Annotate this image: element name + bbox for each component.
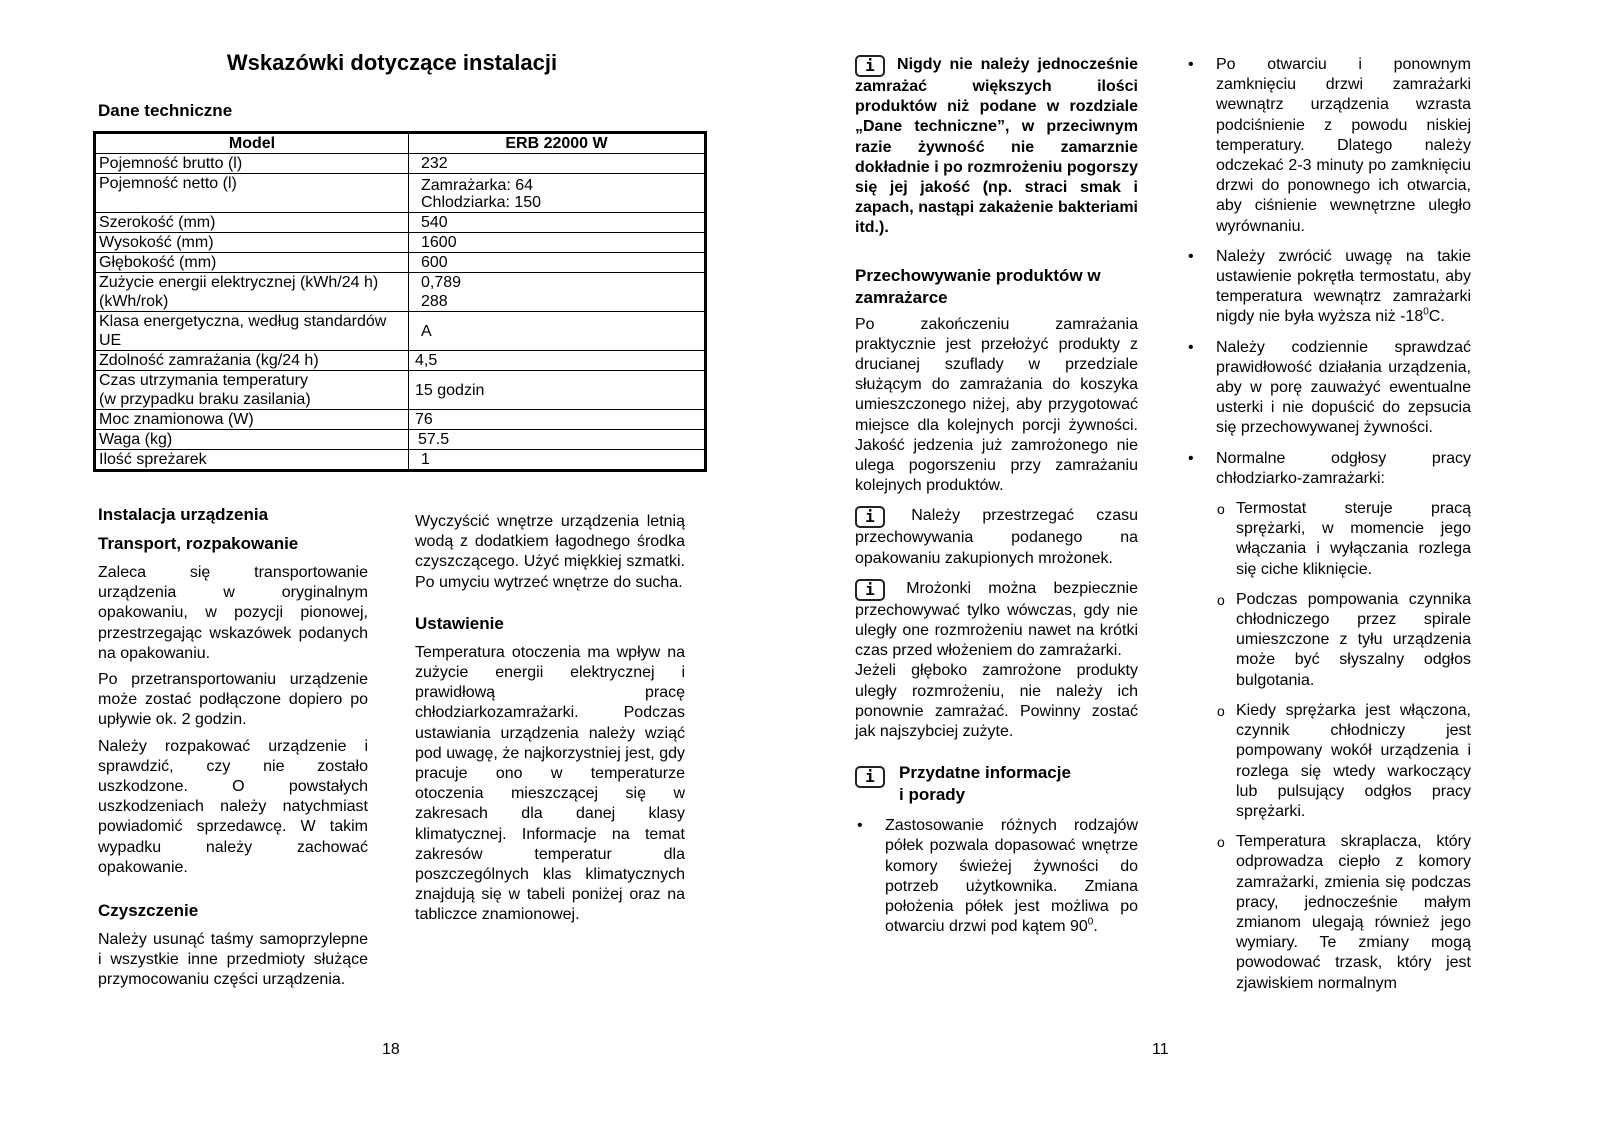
table-row <box>95 371 706 410</box>
info-icon: i <box>855 55 885 77</box>
row-label: Wysokość (mm) <box>95 233 409 253</box>
placement-paragraph: Temperatura otoczenia ma wpływ na zużycie energii elektrycznej i prawidłową pracę chłodziarkozamrażarki. Podczas ustawiania urządzenia należy wziąć pod uwagę, że najkorzystniej jest, gdy pracuje ono w temperaturze otoczenia mieszczącej się w zakresach dla danej klasy klimatycznej. Informacje na temat zakresów temperatur dla poszczególnych klas klimatycznych znajdują się w tabeli poniżej oraz na tabliczce znamionowej. <box>415 643 685 924</box>
table-header-model-value: ERB 22000 W <box>409 133 706 154</box>
page-title <box>0 50 800 76</box>
row-value: 76 <box>409 410 706 430</box>
tips-list <box>855 816 1138 937</box>
list-item <box>855 816 1138 937</box>
info-note-2-text: Mrożonki można bezpiecznie przechowywać tylko wówczas, gdy nie uległy one rozmrożeniu nawet na krótki czas przed włożeniem do zamrażarki. <box>855 579 1138 660</box>
sub-list-item: o Temperatura skraplacza, który odprowadza ciepło z komory zamrażarki, zmienia się podczas pracy, jednocześnie małym zmianom ulegają również jego wymiary. Te zmiany mogą powodować trzask, który jest zjawiskiem normalnym <box>1216 832 1471 994</box>
list-item: • Po otwarciu i ponownym zamknięciu drzwi zamrażarki wewnątrz urządzenia wzrasta podciśnienie z powodu niskiej temperatury. Dlatego należy odczekać 2-3 minuty po zamknięciu drzwi do ponownego ich otwarcia, aby ciśnienie wewnętrzne uległo wyrównaniu. <box>1186 55 1471 237</box>
tip-1-text: Zastosowanie różnych rodzajów półek pozwala dopasować wnętrze komory świeżej żywności do potrzeb użytkownika. Zmiana położenia półek jest możliwa po otwarciu drzwi pod kątem 90 <box>885 817 1138 936</box>
table-row <box>95 351 706 371</box>
tech-spec-table <box>93 131 707 472</box>
row-label: Ilość spreżarek <box>95 450 409 471</box>
row-value-line2: Chlodziarka: 150 <box>421 194 542 211</box>
transport-paragraph-1: Zaleca się transportowanie urządzenia w oryginalnym opakowaniu, w pozycji pionowej, przestrzegając wskazówek podanych na opakowaniu. <box>98 564 368 662</box>
row-label-line2: (kWh/rok) <box>99 293 169 310</box>
tips-list-continued <box>1186 55 1471 994</box>
table-row <box>95 273 706 312</box>
page-number-right: 11 <box>1152 1041 1169 1058</box>
table-row <box>95 174 706 213</box>
row-value: 15 godzin <box>409 371 706 410</box>
tech-data-heading: Dane techniczne <box>98 101 233 120</box>
page-title-text: Wskazówki dotyczące instalacji <box>226 50 558 75</box>
row-value: A <box>409 312 706 351</box>
row-value <box>409 174 706 213</box>
transport-heading: Transport, rozpakowanie <box>98 534 299 553</box>
tip-1-end: . <box>1093 918 1098 936</box>
freezing-warning-text: Nigdy nie należy jednocześnie zamrażać większych ilości produktów niż podane w rozdziale „Dane techniczne”, w przeciwnym razie żywność nie zamarznie dokładnie i po rozmrożeniu pogorszy się jej jakość (np. straci smak i zapach, nastąpi zakażenie bakteriami itd.). <box>855 56 1138 237</box>
tips-heading-line2: i porady <box>899 785 966 805</box>
tips-heading-line1: Przydatne informacje <box>899 763 1071 783</box>
info-note-1-text: Należy przestrzegać czasu przechowywania podanego na opakowaniu zakupionych mrożonek. <box>855 507 1138 567</box>
table-row <box>95 450 706 471</box>
row-value: 540 <box>409 213 706 233</box>
row-label-line2: (w przypadku braku zasilania) <box>99 391 311 408</box>
install-column-left <box>98 504 368 991</box>
row-value: 57.5 <box>409 430 706 450</box>
table-row <box>95 312 706 351</box>
row-value-line2: 288 <box>421 293 448 310</box>
list-item: • Należy codziennie sprawdzać prawidłowość działania urządzenia, aby w porę zauważyć ewentualne usterki i nie dopuścić do zepsucia się przechowywanej żywności. <box>1186 338 1471 439</box>
row-value-line1: 0,789 <box>421 274 462 291</box>
noise-sublist <box>1216 499 1471 994</box>
table-row <box>95 253 706 273</box>
list-item <box>1186 247 1471 328</box>
sub-list-item: o Termostat steruje pracą sprężarki, w momencie jego włączania i wyłączania rozlega się ciche kliknięcie. <box>1216 499 1471 580</box>
row-value-line1: Zamrażarka: 64 <box>421 177 534 194</box>
bullet-2-text: Należy zwrócić uwagę na takie ustawienie pokrętła termostatu, aby temperatura wewnątrz zamrażarki nigdy nie była wyższa niż -18 <box>1216 247 1471 326</box>
info-note-2b: Jeżeli głęboko zamrożone produkty uległy rozmrożeniu, nie należy ich ponownie zamrażać. Powinny zostać jak najszybciej zużyte. <box>855 662 1138 741</box>
row-label: Zdolność zamrażania (kg/24 h) <box>95 351 409 371</box>
row-value: 600 <box>409 253 706 273</box>
info-icon: i <box>855 579 885 601</box>
table-row <box>95 213 706 233</box>
install-heading: Instalacja urządzenia <box>98 505 269 524</box>
row-label-line1: Zużycie energii elektrycznej (kWh/24 h) <box>99 274 379 291</box>
row-label <box>95 371 409 410</box>
storage-heading: Przechowywanie produktów w zamrażarce <box>855 265 1101 307</box>
bullet-4-text: Normalne odgłosy pracy chłodziarko-zamrażarki: <box>1216 449 1471 487</box>
row-label: Moc znamionowa (W) <box>95 410 409 430</box>
table-row <box>95 430 706 450</box>
sub-list-item: o Kiedy sprężarka jest włączona, czynnik chłodniczy jest pompowany wokół urządzenia i rozlega się wtedy warkoczący lub pulsujący odgłos pracy sprężarki. <box>1216 701 1471 822</box>
info-note-2 <box>855 579 1138 662</box>
transport-paragraph-2: Po przetransportowaniu urządzenie może zostać podłączone dopiero po upływie ok. 2 godzin. <box>98 671 368 729</box>
row-value: 1600 <box>409 233 706 253</box>
install-column-right <box>415 512 685 926</box>
row-label: Głębokość (mm) <box>95 253 409 273</box>
info-note-1 <box>855 506 1138 568</box>
row-label: Pojemność brutto (l) <box>95 154 409 174</box>
info-icon: i <box>855 766 885 788</box>
row-value: 4,5 <box>409 351 706 371</box>
table-header-row <box>95 133 706 154</box>
cleaning-heading: Czyszczenie <box>98 901 199 921</box>
table-row <box>95 233 706 253</box>
cleaning-paragraph-2: Wyczyścić wnętrze urządzenia letnią wodą z dodatkiem łagodnego środka czyszczącego. Użyć miękkiej szmatki. Po umyciu wytrzeć wnętrze do sucha. <box>415 513 685 591</box>
storage-paragraph: Po zakończeniu zamrażania praktycznie jest przełożyć produkty z drucianej szuflady w przedziale służącym do zamrażania do koszyka umieszczonego niżej, aby przygotować miejsce dla kolejnych porcji żywności. Jakość jedzenia już zamrożonego nie ulega pogorszeniu przy zamrażaniu kolejnych produktów. <box>855 315 1138 495</box>
row-label: Klasa energetyczna, według standardów UE <box>95 312 409 351</box>
sub-list-item: o Podczas pompowania czynnika chłodniczego przez spirale umieszczone z tyłu urządzenia może być słyszalny odgłos bulgotania. <box>1216 590 1471 691</box>
table-row <box>95 154 706 174</box>
table-header-model: Model <box>95 133 409 154</box>
cleaning-paragraph-1: Należy usunąć taśmy samoprzylepne i wszystkie inne przedmioty służące przymocowaniu części urządzenia. <box>98 931 368 989</box>
tips-heading <box>899 762 1071 806</box>
table-row <box>95 410 706 430</box>
list-item <box>1186 449 1471 994</box>
degree-sup: 0 <box>1423 307 1429 319</box>
right-column-2 <box>1186 55 1471 1004</box>
right-column-1 <box>855 55 1138 948</box>
row-value <box>409 273 706 312</box>
row-label-line1: Czas utrzymania temperatury <box>99 372 308 389</box>
transport-paragraph-3: Należy rozpakować urządzenie i sprawdzić, czy nie zostało uszkodzone. O powstałych uszkodzeniach należy natychmiast powiadomić sprzedawcę. W takim wypadku należy zachować opakowanie. <box>98 737 368 876</box>
bullet-2-end: C. <box>1428 308 1445 326</box>
freezing-warning <box>855 55 1138 239</box>
row-value: 1 <box>409 450 706 471</box>
row-label: Szerokość (mm) <box>95 213 409 233</box>
degree-sup: 0 <box>1087 916 1094 928</box>
row-label <box>95 273 409 312</box>
row-label: Pojemność netto (l) <box>95 174 409 213</box>
placement-heading: Ustawienie <box>415 613 504 633</box>
info-icon: i <box>855 506 885 528</box>
row-label: Waga (kg) <box>95 430 409 450</box>
tips-heading-block <box>855 762 1138 806</box>
row-value: 232 <box>409 154 706 174</box>
page-number-left: 18 <box>382 1041 400 1058</box>
